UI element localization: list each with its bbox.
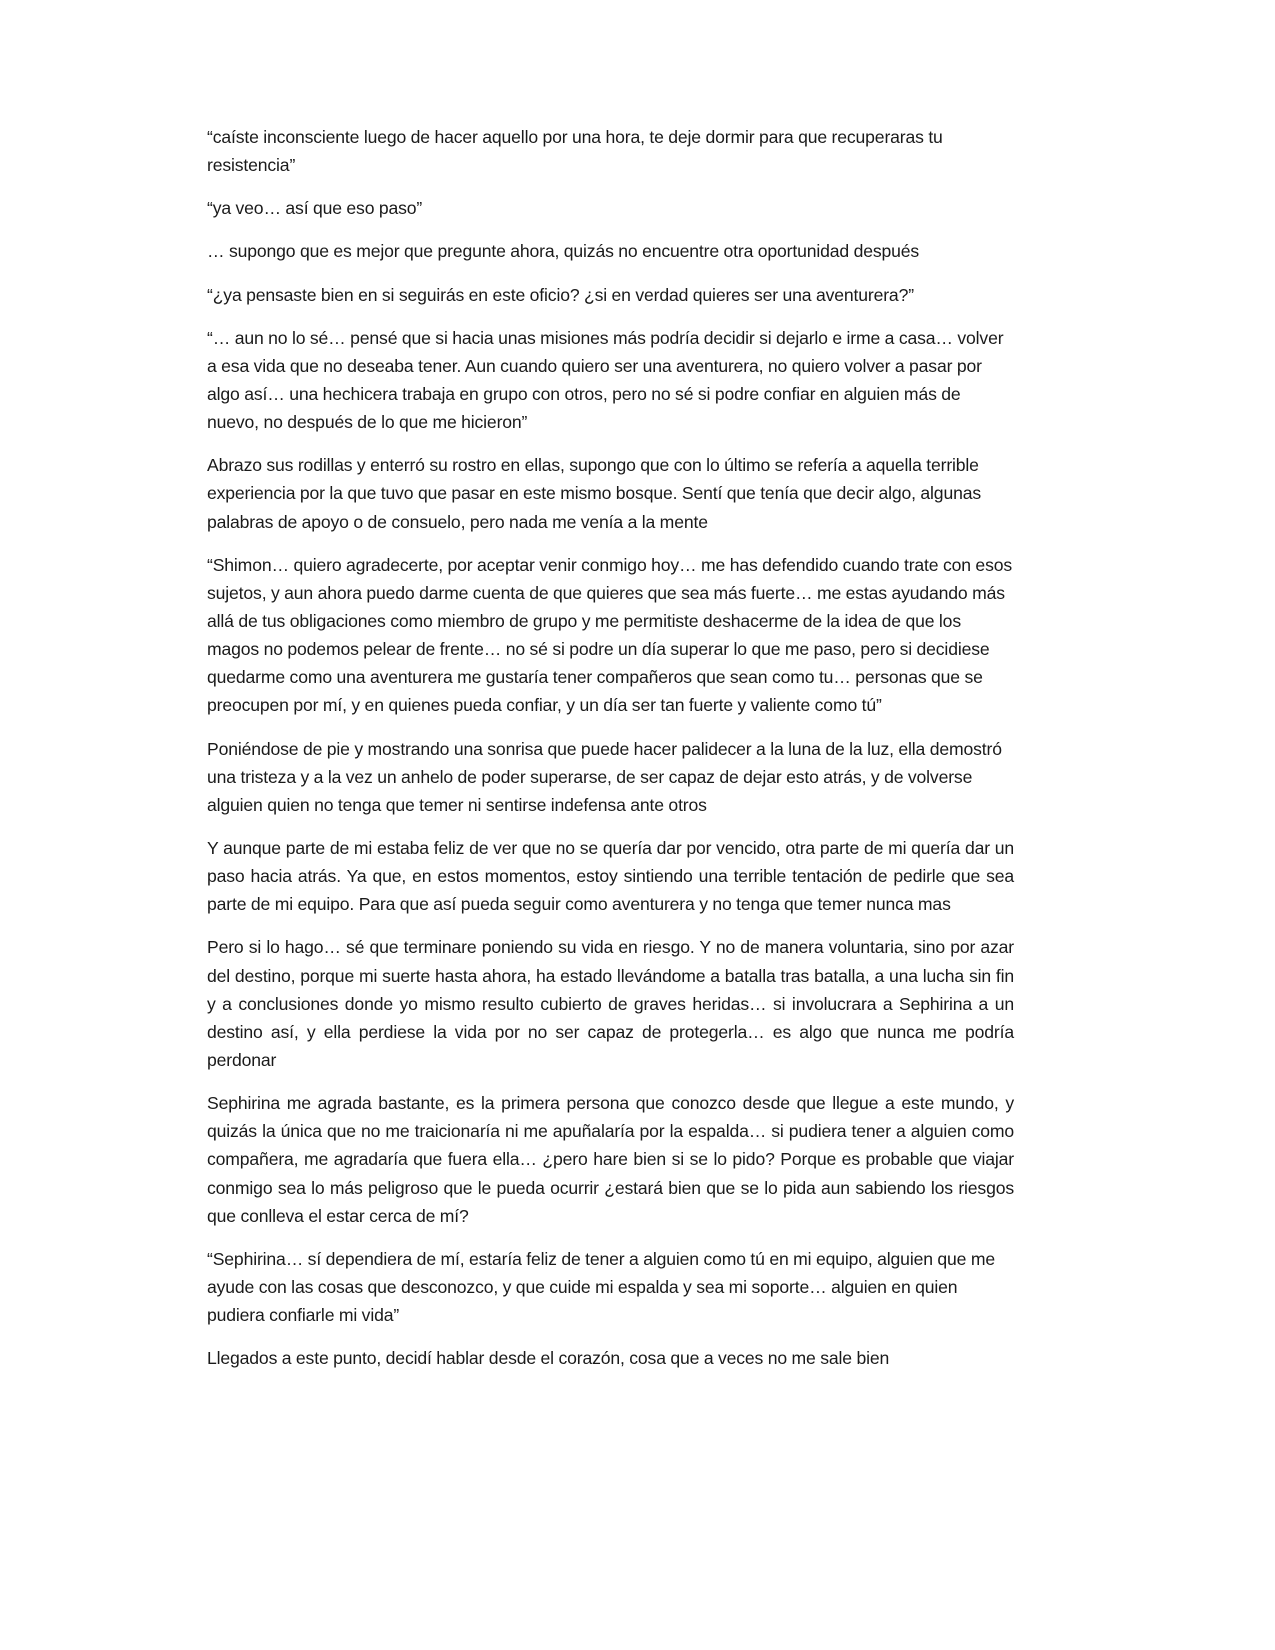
paragraph: Pero si lo hago… sé que terminare poniendo su vida en riesgo. Y no de manera voluntaria, sino por azar del destino, porque mi suerte hasta ahora, ha estado llevándome a batalla tras batalla, a una lucha sin fin y a conclusiones donde yo mismo resulto cubierto de graves heridas… si involucrara a Sephirina a un destino así, y ella perdiese la vida por no ser capaz de protegerla… es algo que nunca me podría perdonar bbox=[207, 937, 1014, 1070]
paragraph: “ya veo… así que eso paso” bbox=[207, 198, 423, 219]
paragraph: “caíste inconsciente luego de hacer aquello por una hora, te deje dormir para que recuperaras tu resistencia” bbox=[207, 127, 943, 176]
paragraph: Y aunque parte de mi estaba feliz de ver que no se quería dar por vencido, otra parte de mi quería dar un paso hacia atrás. Ya que, en estos momentos, estoy sintiendo una terrible tentación de pedirle que sea parte de mi equipo. Para que así pueda seguir como aventurera y no tenga que temer nunca mas bbox=[207, 837, 1014, 915]
paragraph: Llegados a este punto, decidí hablar desde el corazón, cosa que a veces no me sale bien bbox=[207, 1348, 890, 1369]
document-text-body bbox=[207, 123, 1014, 1372]
paragraph: Poniéndose de pie y mostrando una sonrisa que puede hacer palidecer a la luna de la luz, ella demostró una tristeza y a la vez un anhelo de poder superarse, de ser capaz de dejar esto atrás, y de volverse alguien quien no tenga que temer ni sentirse indefensa ante otros bbox=[207, 738, 1002, 815]
paragraph: “¿ya pensaste bien en si seguirás en este oficio? ¿si en verdad quieres ser una aventurera?” bbox=[207, 284, 914, 305]
paragraph: “Sephirina… sí dependiera de mí, estaría feliz de tener a alguien como tú en mi equipo, alguien que me ayude con las cosas que desconozco, y que cuide mi espalda y sea mi soporte… alguien en quien pudiera confiarle mi vida” bbox=[207, 1248, 995, 1326]
paragraph: “… aun no lo sé… pensé que si hacia unas misiones más podría decidir si dejarlo e irme a casa… volver a esa vida que no deseaba tener. Aun cuando quiero ser una aventurera, no quiero volver a pasar por algo así… una hechicera trabaja en grupo con otros, pero no sé si podre confiar en alguien más de nuevo, no después de lo que me hicieron” bbox=[207, 327, 1004, 433]
paragraph: Abrazo sus rodillas y enterró su rostro en ellas, supongo que con lo último se refería a aquella terrible experiencia por la que tuvo que pasar en este mismo bosque. Sentí que tenía que decir algo, algunas palabras de apoyo o de consuelo, pero nada me venía a la mente bbox=[207, 455, 981, 532]
paragraph: Sephirina me agrada bastante, es la primera persona que conozco desde que llegue a este mundo, y quizás la única que no me traicionaría ni me apuñalaría por la espalda… si pudiera tener a alguien como compañera, me agradaría que fuera ella… ¿pero hare bien si se lo pido? Porque es probable que viajar conmigo sea lo más peligroso que le pueda ocurrir ¿estará bien que se lo pida aun sabiendo los riesgos que conlleva el estar cerca de mí? bbox=[207, 1093, 1014, 1226]
paragraph: … supongo que es mejor que pregunte ahora, quizás no encuentre otra oportunidad después bbox=[207, 241, 920, 262]
paragraph: “Shimon… quiero agradecerte, por aceptar venir conmigo hoy… me has defendido cuando trate con esos sujetos, y aun ahora puedo darme cuenta de que quieres que sea más fuerte… me estas ayudando más allá de tus obligaciones como miembro de grupo y me permitiste deshacerme de la idea de que los magos no podemos pelear de frente… no sé si podre un día superar lo que me paso, pero si decidiese quedarme como una aventurera me gustaría tener compañeros que sean como tu… personas que se preocupen por mí, y en quienes pueda confiar, y un día ser tan fuerte y valiente como tú” bbox=[207, 554, 1012, 716]
